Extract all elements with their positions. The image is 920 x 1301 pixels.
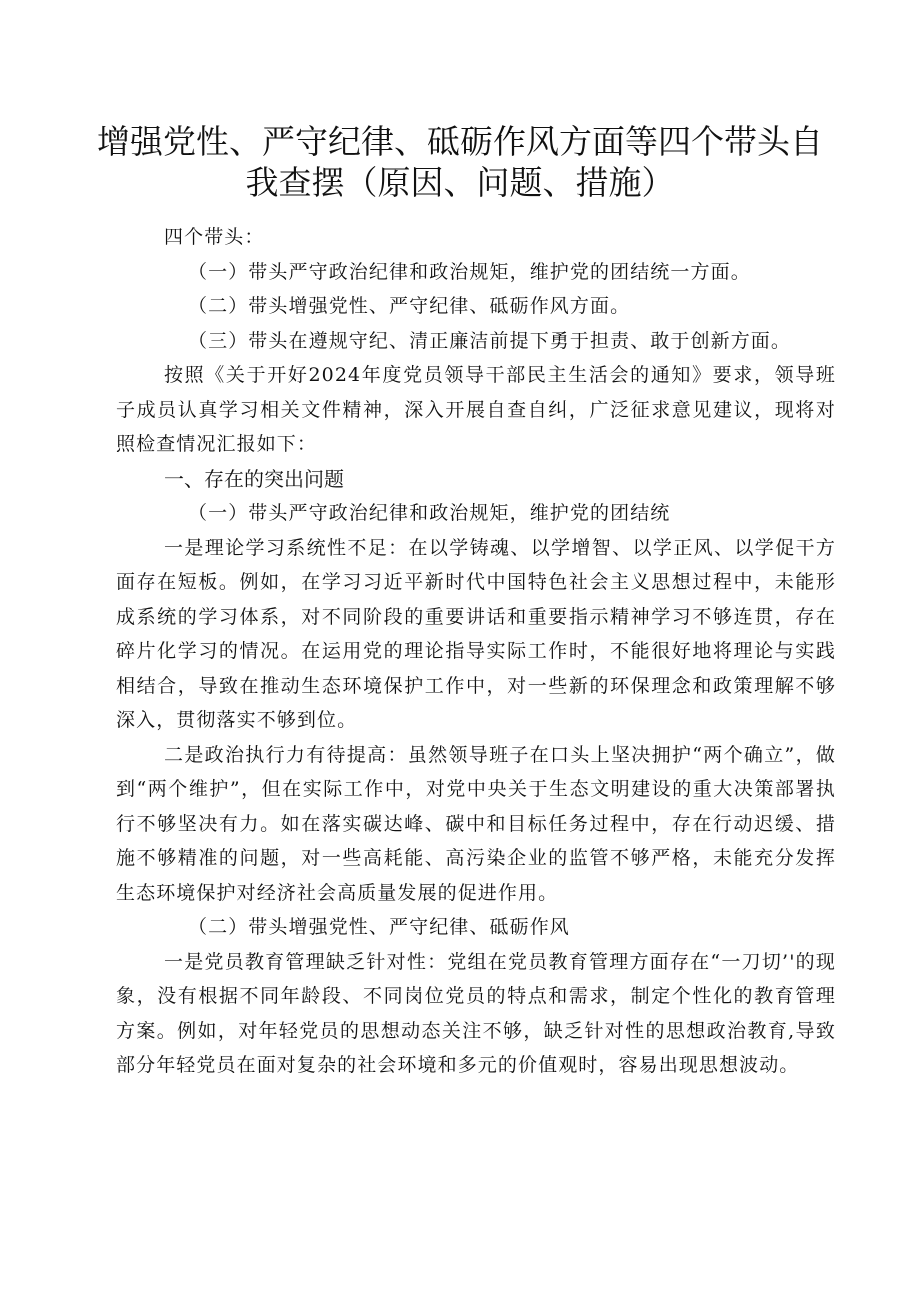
section-heading: 一、存在的突出问题 bbox=[164, 466, 344, 491]
subsection-heading: （二）带头增强党性、严守纪律、砥砺作风 bbox=[188, 916, 570, 938]
list-item: （三）带头在遵规守纪、清正廉洁前提下勇于担责、敢于创新方面。 bbox=[188, 329, 792, 352]
body-paragraph: 一是党员教育管理缺乏针对性：党组在党员教育管理方面存在“一刀切’'的现象，没有根据不同年龄段、不同岗位党员的特点和需求，制定个性化的教育管理方案。例如，对年轻党员的思想动态关注不够，缺乏针对性的思想政治教育,导致部分年轻党员在面对复杂的社会环境和多元的价值观时，容易出现思想波动。 bbox=[116, 950, 836, 1076]
document-title bbox=[95, 121, 825, 203]
intro-paragraph: 按照《关于开好2024年度党员领导干部民主生活会的通知》要求，领导班子成员认真学习相关文件精神，深入开展自查自纠，广泛征求意见建议，现将对照检查情况汇报如下： bbox=[116, 364, 836, 455]
intro-label: 四个带头： bbox=[164, 226, 265, 248]
body-paragraph: 二是政治执行力有待提高：虽然领导班子在口头上坚决拥护“两个确立”，做到“两个维护”，但在实际工作中，对党中央关于生态文明建设的重大决策部署执行不够坚决有力。如在落实碳达峰、碳中和目标任务过程中，存在行动迟缓、措施不够精准的问题，对一些高耗能、高污染企业的监管不够严格，未能充分发挥生态环境保护对经济社会高质量发展的促进作用。 bbox=[116, 743, 836, 904]
title-line-1: 增强党性、严守纪律、砥砺作风方面等四个带头自 bbox=[97, 122, 823, 161]
document-body bbox=[116, 220, 836, 1083]
body-paragraph: 一是理论学习系统性不足：在以学铸魂、以学增智、以学正风、以学促干方面存在短板。例如，在学习习近平新时代中国特色社会主义思想过程中，未能形成系统的学习体系，对不同阶段的重要讲话和重要指示精神学习不够连贯，存在碎片化学习的情况。在运用党的理论指导实际工作时，不能很好地将理论与实践相结合，导致在推动生态环境保护工作中，对一些新的环保理念和政策理解不够深入，贯彻落实不够到位。 bbox=[116, 536, 836, 731]
list-item: （一）带头严守政治纪律和政治规矩，维护党的团结统一方面。 bbox=[188, 260, 751, 283]
subsection-heading: （一）带头严守政治纪律和政治规矩，维护党的团结统 bbox=[188, 502, 671, 524]
title-line-2: 我查摆（原因、问题、措施） bbox=[245, 163, 675, 202]
list-item: （二）带头增强党性、严守纪律、砥砺作风方面。 bbox=[188, 295, 631, 317]
